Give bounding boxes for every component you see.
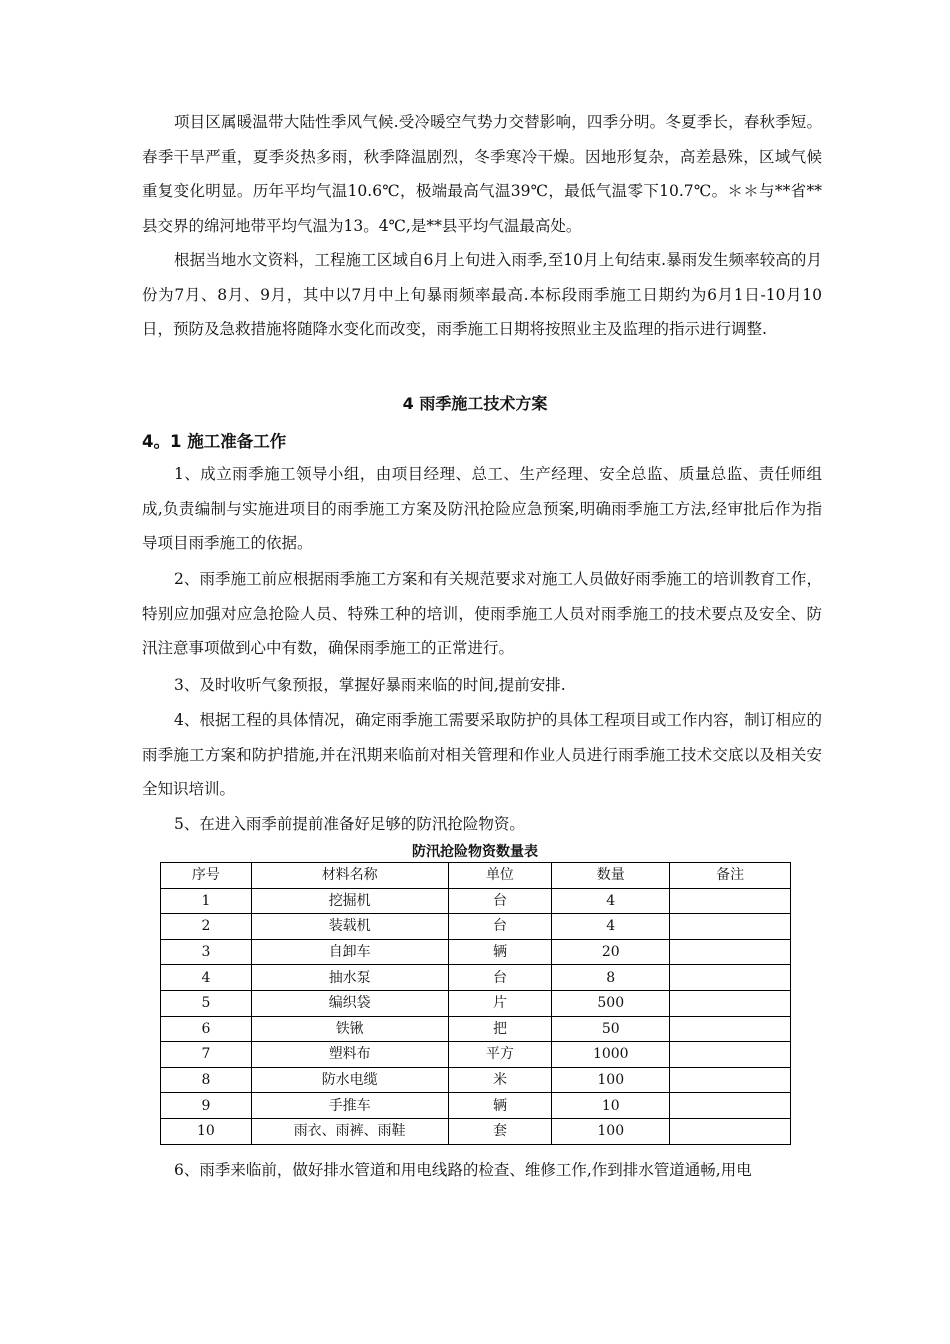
list-item-1: 1、成立雨季施工领导小组，由项目经理、总工、生产经理、安全总监、质量总监、责任师组成,负责编制与实施进项目的雨季施工方案及防汛抢险应急预案,明确雨季施工方法,经审批后作为指导项目雨季施工的依据。 [142,465,822,552]
cell-unit: 米 [448,1067,552,1093]
cell-remarks [670,1042,791,1068]
cell-remarks [670,1067,791,1093]
cell-remarks [670,914,791,940]
table-row [161,914,791,940]
cell-remarks [670,965,791,991]
header-remarks: 备注 [670,863,791,889]
cell-unit: 辆 [448,1093,552,1119]
cell-remarks [670,939,791,965]
cell-unit: 套 [448,1118,552,1144]
list-item-3: 3、及时收听气象预报，掌握好暴雨来临的时间,提前安排. [174,676,566,694]
table-row [161,1042,791,1068]
cell-remarks [670,1093,791,1119]
cell-quantity: 500 [552,990,670,1016]
cell-quantity: 10 [552,1093,670,1119]
cell-index: 1 [161,888,252,914]
materials-table [160,862,791,1145]
cell-unit: 台 [448,888,552,914]
cell-index: 9 [161,1093,252,1119]
cell-unit: 把 [448,1016,552,1042]
cell-material: 挖掘机 [251,888,448,914]
section-title: 4 雨季施工技术方案 [402,394,548,413]
cell-quantity: 100 [552,1118,670,1144]
cell-material: 编织袋 [251,990,448,1016]
cell-unit: 片 [448,990,552,1016]
list-item-5: 5、在进入雨季前提前准备好足够的防汛抢险物资。 [174,815,525,833]
list-item-4: 4、根据工程的具体情况，确定雨季施工需要采取防护的具体工程项目或工作内容，制订相应的雨季施工方案和防护措施,并在汛期来临前对相关管理和作业人员进行雨季施工技术交底以及相关安全知识培训。 [142,711,822,798]
subsection-title: 4。1 施工准备工作 [142,432,287,451]
header-quantity: 数量 [552,863,670,889]
cell-index: 6 [161,1016,252,1042]
header-material: 材料名称 [251,863,448,889]
cell-remarks [670,1016,791,1042]
cell-material: 抽水泵 [251,965,448,991]
cell-unit: 辆 [448,939,552,965]
paragraph-climate: 项目区属暖温带大陆性季风气候.受冷暖空气势力交替影响，四季分明。冬夏季长，春秋季短。春季干旱严重，夏季炎热多雨，秋季降温剧烈，冬季寒冷干燥。因地形复杂，高差悬殊，区域气候重复变化明显。历年平均气温10.6℃，极端最高气温39℃，最低气温零下10.7℃。＊＊与**省**县交界的绵河地带平均气温为13。4℃,是**县平均气温最高处。 [142,113,822,235]
cell-index: 7 [161,1042,252,1068]
cell-index: 4 [161,965,252,991]
cell-material: 防水电缆 [251,1067,448,1093]
list-item-2: 2、雨季施工前应根据雨季施工方案和有关规范要求对施工人员做好雨季施工的培训教育工作，特别应加强对应急抢险人员、特殊工种的培训，使雨季施工人员对雨季施工的技术要点及安全、防汛注意事项做到心中有数，确保雨季施工的正常进行。 [142,570,822,657]
cell-unit: 台 [448,914,552,940]
cell-quantity: 20 [552,939,670,965]
paragraph-hydrology: 根据当地水文资料，工程施工区域自6月上旬进入雨季,至10月上旬结束.暴雨发生频率较高的月份为7月、8月、9月，其中以7月中上旬暴雨频率最高.本标段雨季施工日期约为6月1日-10月10日，预防及急救措施将随降水变化而改变，雨季施工日期将按照业主及监理的指示进行调整. [142,251,822,338]
cell-index: 2 [161,914,252,940]
table-row [161,965,791,991]
cell-index: 8 [161,1067,252,1093]
cell-remarks [670,1118,791,1144]
cell-material: 塑料布 [251,1042,448,1068]
table-header-row [161,863,791,889]
cell-unit: 台 [448,965,552,991]
cell-quantity: 4 [552,888,670,914]
cell-quantity: 8 [552,965,670,991]
cell-material: 雨衣、雨裤、雨鞋 [251,1118,448,1144]
header-unit: 单位 [448,863,552,889]
cell-quantity: 4 [552,914,670,940]
table-row [161,939,791,965]
list-item-6: 6、雨季来临前，做好排水管道和用电线路的检查、维修工作,作到排水管道通畅,用电 [174,1161,752,1179]
cell-material: 自卸车 [251,939,448,965]
cell-index: 5 [161,990,252,1016]
cell-remarks [670,990,791,1016]
table-row [161,1093,791,1119]
cell-index: 3 [161,939,252,965]
cell-index: 10 [161,1118,252,1144]
header-index: 序号 [161,863,252,889]
cell-material: 装载机 [251,914,448,940]
table-row [161,1016,791,1042]
table-row [161,888,791,914]
cell-material: 手推车 [251,1093,448,1119]
cell-unit: 平方 [448,1042,552,1068]
cell-quantity: 50 [552,1016,670,1042]
cell-quantity: 1000 [552,1042,670,1068]
cell-material: 铁锹 [251,1016,448,1042]
table-row [161,990,791,1016]
table-title: 防汛抢险物资数量表 [412,844,538,860]
cell-quantity: 100 [552,1067,670,1093]
cell-remarks [670,888,791,914]
table-row [161,1067,791,1093]
table-row [161,1118,791,1144]
